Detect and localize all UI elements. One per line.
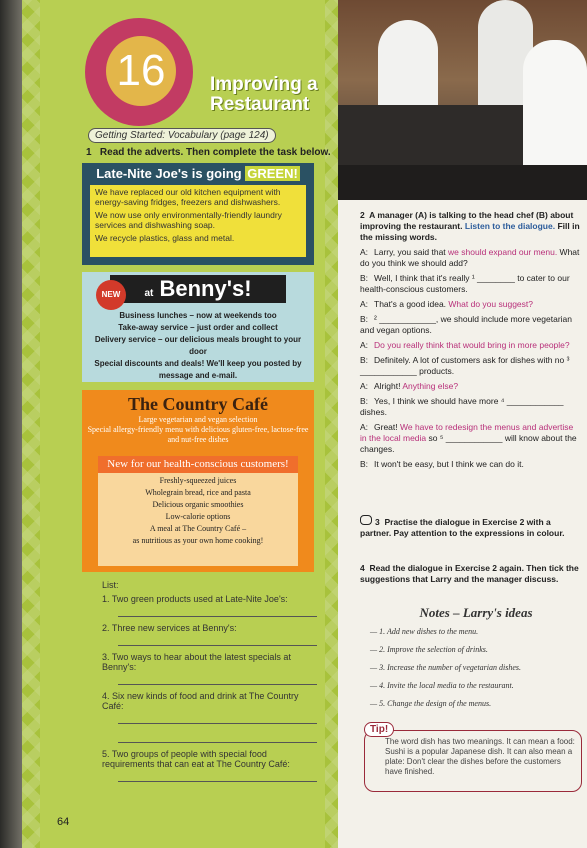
notes-section — [370, 605, 582, 717]
dialogue-line — [360, 459, 582, 470]
speaker: B: — [360, 355, 369, 365]
latenite-line: We now use only environmentally-friendly laundry services and dishwashing soap. — [95, 210, 282, 230]
list-label: List: — [102, 580, 119, 590]
dialogue-line — [360, 396, 582, 418]
exercise-1-text: Read the adverts. Then complete the task below. — [99, 147, 331, 158]
speaker: A: — [360, 340, 369, 350]
exercise-1 — [86, 147, 331, 158]
tip-text: The word dish has two meanings. It can mean a food: Sushi is a popular Japanese dish. It can also mean a plate: Don't clear the dishes before the customers have finished. — [385, 737, 575, 776]
exercise-1-number: 1 — [86, 147, 92, 158]
latenite-line: We recycle plastics, glass and metal. — [95, 233, 235, 243]
bennys-name: Benny's! — [159, 276, 252, 301]
bennys-line: Take-away service – just order and collect — [118, 323, 278, 332]
notes-item[interactable]: — 1. Add new dishes to the menu. — [370, 627, 479, 636]
dialogue-line — [360, 247, 582, 269]
answer-line[interactable] — [118, 604, 317, 617]
getting-started-tag: Getting Started: Vocabulary (page 124) — [88, 128, 276, 143]
exercise-3 — [360, 515, 582, 539]
exercise-2-number: 2 — [360, 210, 365, 220]
answer-line[interactable] — [118, 633, 317, 646]
latenite-advert — [82, 163, 314, 265]
answer-line[interactable] — [118, 711, 317, 724]
latenite-title — [82, 163, 314, 181]
cafe-title: The Country Café — [128, 394, 268, 414]
latenite-title-green: GREEN! — [247, 166, 298, 181]
cafe-item: as nutritious as your own home cooking! — [132, 536, 264, 545]
photo-counter — [338, 165, 587, 200]
answer-line[interactable] — [118, 769, 317, 782]
list-item: 3. Two ways to hear about the latest specials at Benny's: — [102, 652, 291, 672]
bennys-advert — [82, 272, 314, 382]
exercise-4-number: 4 — [360, 563, 365, 573]
cafe-item: Freshly-squeezed juices — [159, 476, 237, 485]
tip-badge: Tip! — [364, 722, 394, 737]
speaker: B: — [360, 273, 369, 283]
list-item: 5. Two groups of people with special food requirements that can eat at The Country Café: — [102, 749, 290, 769]
new-badge: NEW — [96, 280, 126, 310]
dialogue-text: That's a good idea. — [374, 299, 449, 309]
cafe-line: Special allergy-friendly menu with delicious gluten-free, lactose-free and nut-free dishes — [87, 425, 309, 444]
cafe-item: Low-calorie options — [165, 512, 231, 521]
notes-item[interactable]: — 2. Improve the selection of drinks. — [370, 645, 488, 654]
list-item: 2. Three new services at Benny's: — [102, 623, 237, 633]
speaker: B: — [360, 396, 369, 406]
dialogue-text: Larry, you said that — [374, 247, 449, 257]
dialogue-line — [360, 299, 582, 310]
cafe-item: Delicious organic smoothies — [152, 500, 244, 509]
cafe-lines — [82, 415, 314, 445]
speaker: A: — [360, 422, 369, 432]
speaker: A: — [360, 381, 369, 391]
dialogue-text: What do you think we should add? — [360, 247, 580, 268]
notes-item[interactable]: — 4. Invite the local media to the restaurant. — [370, 681, 514, 690]
cafe-sub-heading: New for our health-conscious customers! — [98, 456, 298, 473]
exercise-3-number: 3 — [375, 517, 380, 527]
cafe-item: A meal at The Country Café – — [149, 524, 247, 533]
speaker: B: — [360, 459, 369, 469]
notes-item[interactable]: — 5. Change the design of the menus. — [370, 699, 492, 708]
answer-line[interactable] — [118, 672, 317, 685]
dialogue-text: ² ____________, we should include more vegetarian and vegan options. — [360, 314, 572, 335]
answer-line[interactable] — [118, 730, 317, 743]
dialogue-line — [360, 273, 582, 295]
dialogue-text: so ⁵ ____________ will know about the changes. — [360, 433, 577, 454]
dialogue-text: Yes, I think we should have more ⁴ ____________ dishes. — [360, 396, 564, 417]
exercise-3-text: Practise the dialogue in Exercise 2 with a partner. Pay attention to the expressions in colour. — [360, 517, 565, 538]
dialogue-line — [360, 340, 582, 351]
bennys-line: Special discounts and deals! We'll keep you posted by message and e-mail. — [94, 359, 302, 380]
dialogue-expression: What do you suggest? — [448, 299, 533, 309]
dialogue-text: Definitely. A lot of customers ask for dishes with no ³ ____________ products. — [360, 355, 570, 376]
restaurant-photo — [338, 0, 587, 200]
page-number: 64 — [57, 816, 70, 828]
exercise-2 — [360, 210, 582, 470]
dialogue-text: It won't be easy, but I think we can do it. — [374, 459, 524, 469]
exercise-2-listen: Listen to the dialogue. — [464, 221, 556, 231]
bennys-at: at — [144, 288, 154, 299]
dialogue-text: Great! — [374, 422, 400, 432]
bennys-line: Business lunches – now at weekends too — [119, 311, 277, 320]
country-cafe-advert — [82, 390, 314, 572]
exercise-4-text: Read the dialogue in Exercise 2 again. Then tick the suggestions that Larry and the manager discuss. — [360, 563, 579, 584]
exercise-2-intro: A manager (A) is talking to the head chef (B) about improving the restaurant. — [360, 210, 574, 231]
bennys-banner — [110, 275, 286, 303]
speaker: B: — [360, 314, 369, 324]
list-item: 4. Six new kinds of food and drink at The Country Café: — [102, 691, 299, 711]
dialogue-text: Well, I think that it's really ¹ ________ to cater to our health-conscious customers. — [360, 273, 570, 294]
exercise-2-heading — [360, 210, 582, 243]
dialogue-line — [360, 381, 582, 392]
bennys-list — [86, 310, 310, 382]
cafe-sub-box — [98, 456, 298, 566]
unit-title-line1: Improving a — [210, 74, 318, 95]
unit-number: 16 — [116, 46, 166, 95]
dialogue-line — [360, 314, 582, 336]
dialogue-expression: We have to redesign the menus and advertise in the local media — [360, 422, 574, 443]
cafe-line: Large vegetarian and vegan selection — [138, 415, 258, 424]
speech-bubble-icon — [360, 515, 372, 525]
unit-title — [210, 75, 318, 115]
latenite-title-prefix: Late-Nite Joe's is going — [96, 166, 242, 181]
bennys-line: Delivery service – our delicious meals brought to your door — [94, 335, 302, 356]
dialogue-text: Alright! — [374, 381, 403, 391]
notes-title: Notes – Larry's ideas — [419, 605, 533, 620]
dialogue-expression: Anything else? — [402, 381, 459, 391]
list-item: 1. Two green products used at Late-Nite Joe's: — [102, 594, 288, 604]
exercise-2-intro-end: Fill in the missing words. — [360, 221, 580, 242]
speaker: A: — [360, 247, 369, 257]
exercise-4 — [360, 563, 582, 585]
cafe-sub-items — [98, 473, 298, 547]
dialogue-line — [360, 355, 582, 377]
unit-title-line2: Restaurant — [210, 94, 310, 115]
latenite-body — [90, 185, 306, 257]
tip-box — [364, 730, 582, 792]
list-section — [102, 580, 317, 788]
cafe-item: Wholegrain bread, rice and pasta — [145, 488, 251, 497]
dialogue-line — [360, 422, 582, 455]
latenite-line: We have replaced our old kitchen equipment with energy-saving fridges, freezers and dishwashers. — [95, 187, 281, 207]
dialogue-expression: Do you really think that would bring in more people? — [374, 340, 570, 350]
notes-item[interactable]: — 3. Increase the number of vegetarian dishes. — [370, 663, 522, 672]
dialogue-expression: we should expand our menu. — [448, 247, 558, 257]
speaker: A: — [360, 299, 369, 309]
